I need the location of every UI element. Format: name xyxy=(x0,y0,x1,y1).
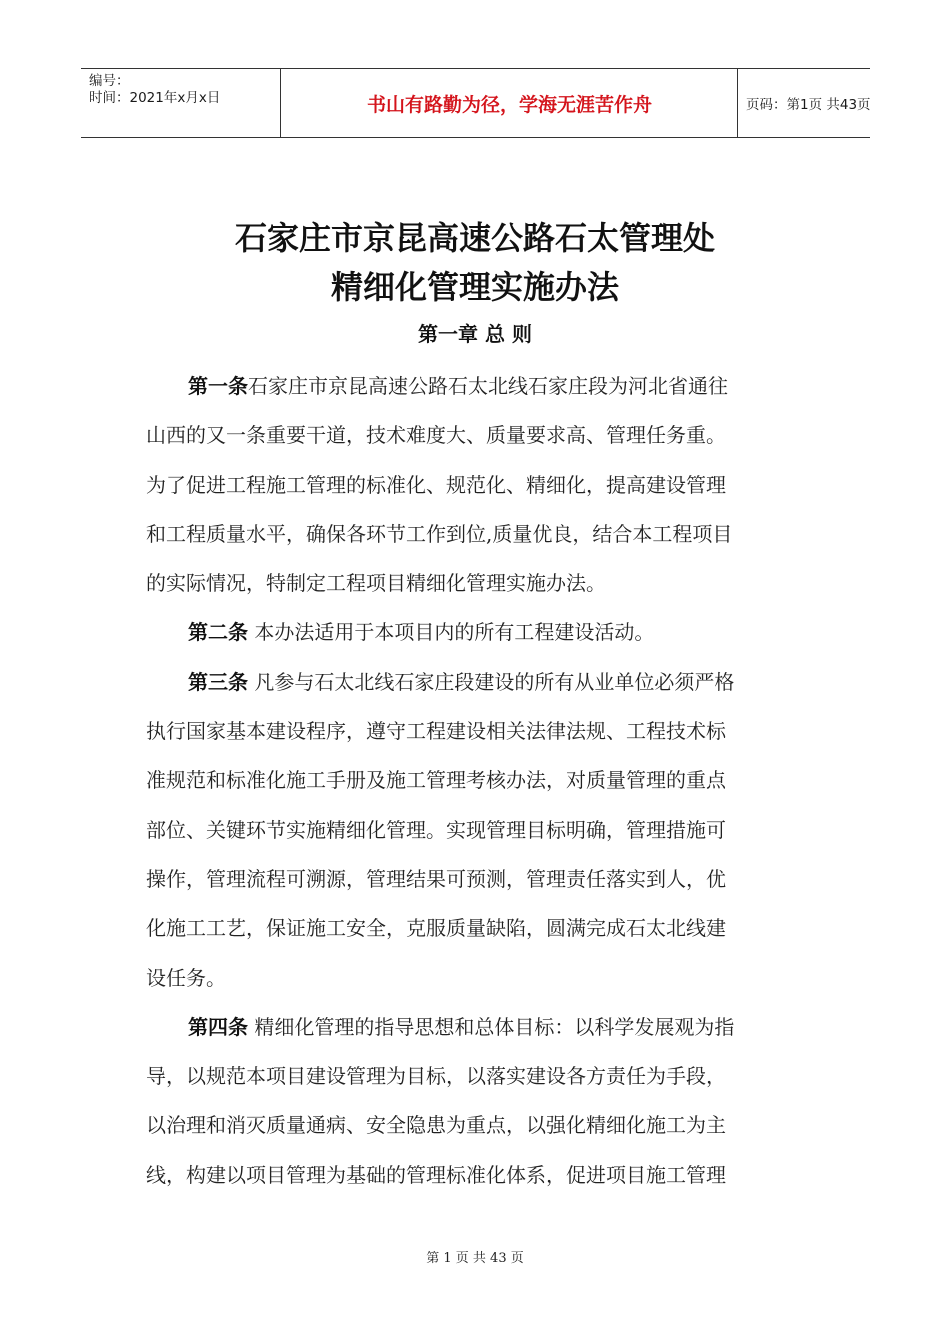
article-1-line-5: 的实际情况，特制定工程项目精细化管理实施办法。 xyxy=(146,571,606,596)
article-3-line-3: 准规范和标准化施工手册及施工管理考核办法，对质量管理的重点 xyxy=(146,768,726,793)
document-title-line2: 精细化管理实施办法 xyxy=(330,268,619,306)
article-1-line-2: 山西的又一条重要干道，技术难度大、质量要求高、管理任务重。 xyxy=(146,423,726,448)
document-body xyxy=(146,362,806,1200)
article-4-line-1 xyxy=(146,1003,806,1052)
time-label: 时间：2021年x月x日 xyxy=(89,90,221,106)
article-3-line-4: 部位、关键环节实施精细化管理。实现管理目标明确，管理措施可 xyxy=(146,817,726,842)
article-3-line-5: 操作，管理流程可溯源，管理结果可预测，管理责任落实到人，优 xyxy=(146,866,726,891)
article-1-line-4: 和工程质量水平，确保各环节工作到位,质量优良，结合本工程项目 xyxy=(146,521,733,546)
header-meta-cell xyxy=(81,69,281,137)
article-3-line-7: 设任务。 xyxy=(146,965,226,990)
article-label: 第三条 xyxy=(188,669,248,694)
number-label: 编号： xyxy=(89,73,130,89)
article-text: 凡参与石太北线石家庄段建设的所有从业单位必须严格 xyxy=(248,669,735,694)
page-footer: 第 1 页 共 43 页 xyxy=(426,1251,524,1266)
page-header xyxy=(81,68,870,138)
article-4-line-2: 导，以规范本项目建设管理为目标，以落实建设各方责任为手段， xyxy=(146,1064,726,1089)
header-page-info: 页码：第1页 共43页 xyxy=(746,97,871,113)
article-3-line-1 xyxy=(146,658,806,707)
article-4-line-4: 线，构建以项目管理为基础的管理标准化体系，促进项目施工管理 xyxy=(146,1162,726,1187)
article-2-line-1 xyxy=(146,608,806,657)
article-3-line-2: 执行国家基本建设程序，遵守工程建设相关法律法规、工程技术标 xyxy=(146,719,726,744)
chapter-heading: 第一章 总 则 xyxy=(418,322,532,346)
document-title-line1: 石家庄市京昆高速公路石太管理处 xyxy=(234,219,715,257)
article-4-line-3: 以治理和消灭质量通病、安全隐患为重点，以强化精细化施工为主 xyxy=(146,1113,726,1138)
article-text: 精细化管理的指导思想和总体目标：以科学发展观为指 xyxy=(248,1014,735,1039)
article-1-line-1 xyxy=(146,362,806,411)
article-text: 石家庄市京昆高速公路石太北线石家庄段为河北省通往 xyxy=(248,374,728,398)
article-3-line-6: 化施工工艺，保证施工安全，克服质量缺陷，圆满完成石太北线建 xyxy=(146,916,726,941)
article-1-line-3: 为了促进工程施工管理的标准化、规范化、精细化，提高建设管理 xyxy=(146,472,726,497)
article-label: 第二条 xyxy=(188,620,248,645)
article-text: 本办法适用于本项目内的所有工程建设活动。 xyxy=(248,620,655,645)
header-motto: 书山有路勤为径，学海无涯苦作舟 xyxy=(282,69,738,137)
article-label: 第四条 xyxy=(188,1014,248,1039)
article-label: 第一条 xyxy=(188,374,248,398)
